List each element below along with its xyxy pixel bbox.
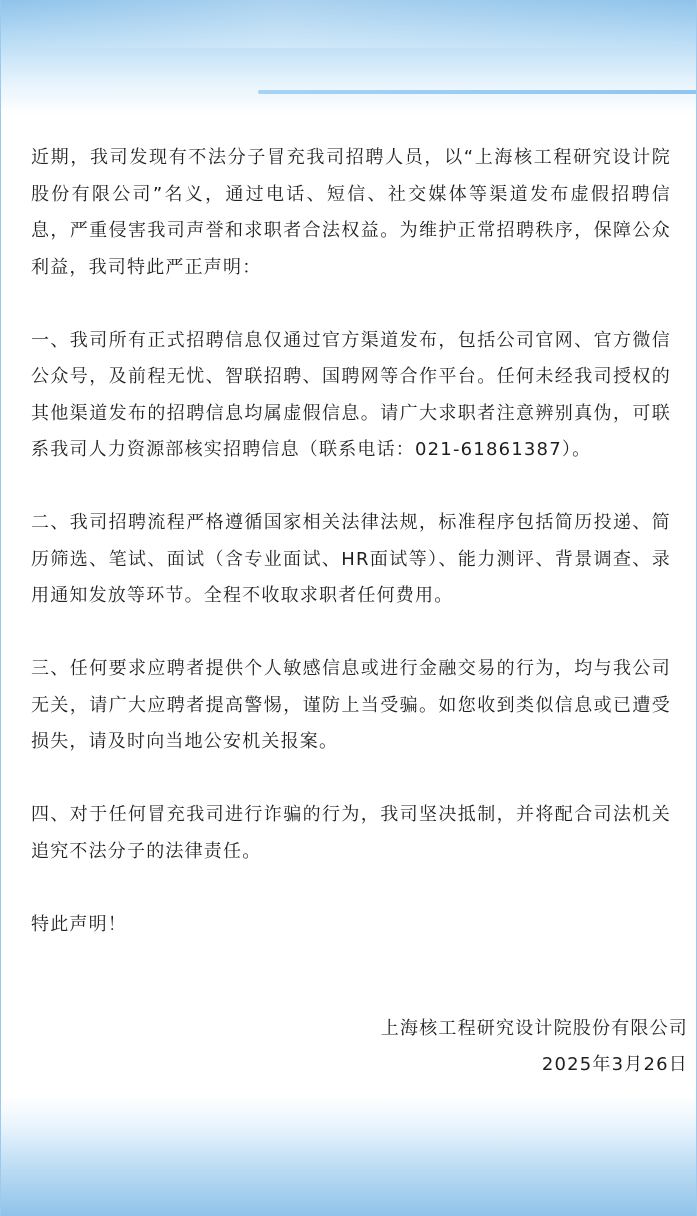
intro-paragraph: 近期，我司发现有不法分子冒充我司招聘人员，以“上海核工程研究设计院股份有限公司”名义，通过电话、短信、社交媒体等渠道发布虚假招聘信息，严重侵害我司声誉和求职者合法权益。为维护正常招聘秩序，保障公众利益，我司特此严正声明： [31, 147, 671, 278]
signature-company: 上海核工程研究设计院股份有限公司 [380, 1018, 688, 1039]
notice-body [31, 140, 671, 943]
bottom-decorative-banner [1, 1096, 697, 1216]
clause-two-paragraph: 二、我司招聘流程严格遵循国家相关法律法规，标准程序包括简历投递、简历筛选、笔试、面试（含专业面试、HR面试等）、能力测评、背景调查、录用通知发放等环节。全程不收取求职者任何费用。 [31, 512, 671, 606]
clause-three-paragraph: 三、任何要求应聘者提供个人敏感信息或进行金融交易的行为，均与我公司无关，请广大应聘者提高警惕，谨防上当受骗。如您收到类似信息或已遭受损失，请及时向当地公安机关报案。 [31, 658, 671, 752]
clause-four-paragraph: 四、对于任何冒充我司进行诈骗的行为，我司坚决抵制，并将配合司法机关追究不法分子的法律责任。 [31, 804, 671, 862]
top-accent-stripe [258, 90, 697, 94]
clause-one-paragraph: 一、我司所有正式招聘信息仅通过官方渠道发布，包括公司官网、官方微信公众号，及前程无忧、智联招聘、国聘网等合作平台。任何未经我司授权的其他渠道发布的招聘信息均属虚假信息。请广大求职者注意辨别真伪，可联系我司人力资源部核实招聘信息（联系电话：021-61861387）。 [31, 329, 671, 460]
signature-date: 2025年3月26日 [541, 1054, 688, 1075]
top-decorative-banner [1, 0, 697, 115]
closing-statement: 特此声明！ [31, 913, 127, 935]
